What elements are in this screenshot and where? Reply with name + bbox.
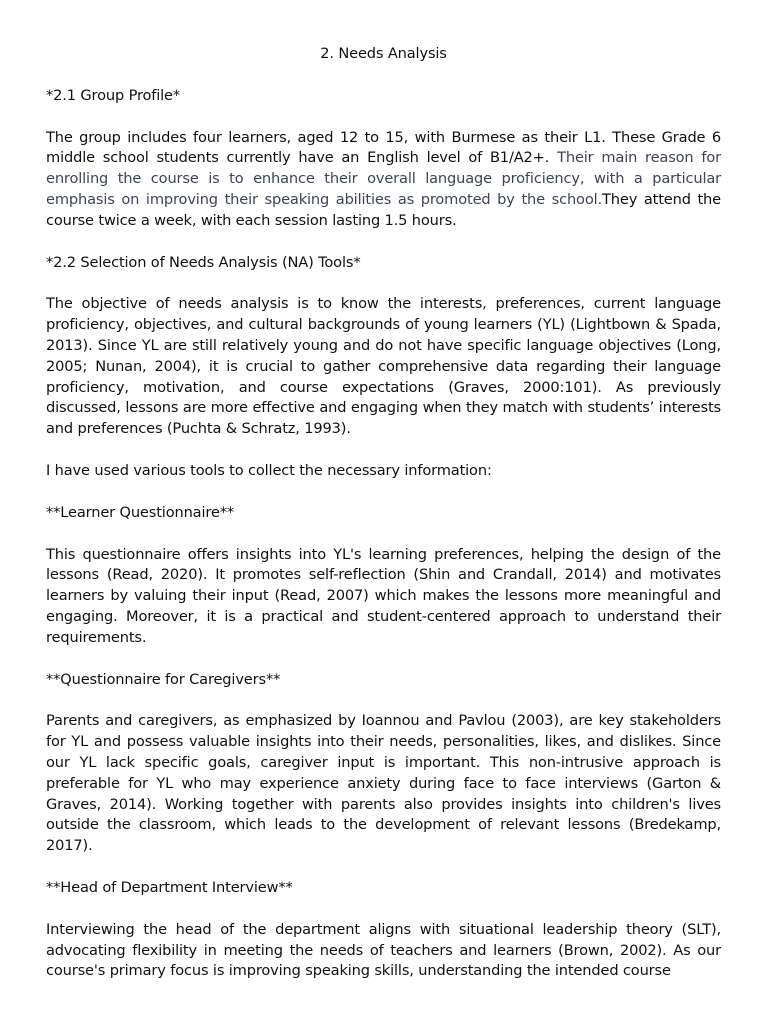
heading-caregiver-questionnaire: **Questionnaire for Caregivers**	[46, 670, 281, 688]
paragraph-hod-interview: Interviewing the head of the department aligns with situational leadership theory (SLT), advocating flexibility in meeting the needs of teachers and learners (Brown, 2002). As our course's primary focus is improving speaking skills, understanding the intended course	[46, 920, 721, 980]
group-profile-text-c: They attend the course twice a week, with each session lasting 1.5 hours.	[46, 190, 721, 229]
heading-na-tools: *2.2 Selection of Needs Analysis (NA) Tools*	[46, 253, 361, 271]
paragraph-learner-questionnaire: This questionnaire offers insights into YL's learning preferences, helping the design of the lessons (Read, 2020). It promotes self-reflection (Shin and Crandall, 2014) and motivates learners by valuing their input (Read, 2007) which makes the lessons more meaningful and engaging. Moreover, it is a practical and student-centered approach to understand their requirements.	[46, 545, 721, 646]
heading-hod-interview: **Head of Department Interview**	[46, 878, 293, 896]
heading-learner-questionnaire: **Learner Questionnaire**	[46, 503, 235, 521]
group-profile-text-highlight: Their main reason for enrolling the course is to enhance their overall language proficiency, with a particular emphasis on improving their speaking abilities as promoted by the school.	[46, 149, 721, 208]
section-title: 2. Needs Analysis	[320, 45, 447, 62]
heading-group-profile: *2.1 Group Profile*	[46, 86, 181, 104]
paragraph-group-profile	[46, 128, 721, 232]
document-page	[46, 44, 721, 1003]
paragraph-na-objective: The objective of needs analysis is to know the interests, preferences, current language proficiency, objectives, and cultural backgrounds of young learners (YL) (Lightbown & Spada, 2013). Since YL are still relatively young and do not have specific language objectives (Long, 2005; Nunan, 2004), it is crucial to gather comprehensive data regarding their language proficiency, motivation, and course expectations (Graves, 2000:101). As previously discussed, lessons are more effective and engaging when they match with students’ interests and preferences (Puchta & Schratz, 1993).	[46, 295, 721, 438]
paragraph-caregiver-questionnaire: Parents and caregivers, as emphasized by Ioannou and Pavlou (2003), are key stakeholders for YL and possess valuable insights into their needs, personalities, likes, and dislikes. Since our YL lack specific goals, caregiver input is important. This non-intrusive approach is preferable for YL who may experience anxiety during face to face interviews (Garton & Graves, 2014). Working together with parents also provides insights into children's lives outside the classroom, which leads to the development of relevant lessons (Bredekamp, 2017).	[46, 712, 721, 855]
group-profile-text-a: The group includes four learners, aged 12 to 15, with Burmese as their L1. These Grade 6 middle school students currently have an English level of B1/A2+.	[46, 128, 721, 167]
paragraph-tools-intro: I have used various tools to collect the necessary information:	[46, 461, 492, 479]
